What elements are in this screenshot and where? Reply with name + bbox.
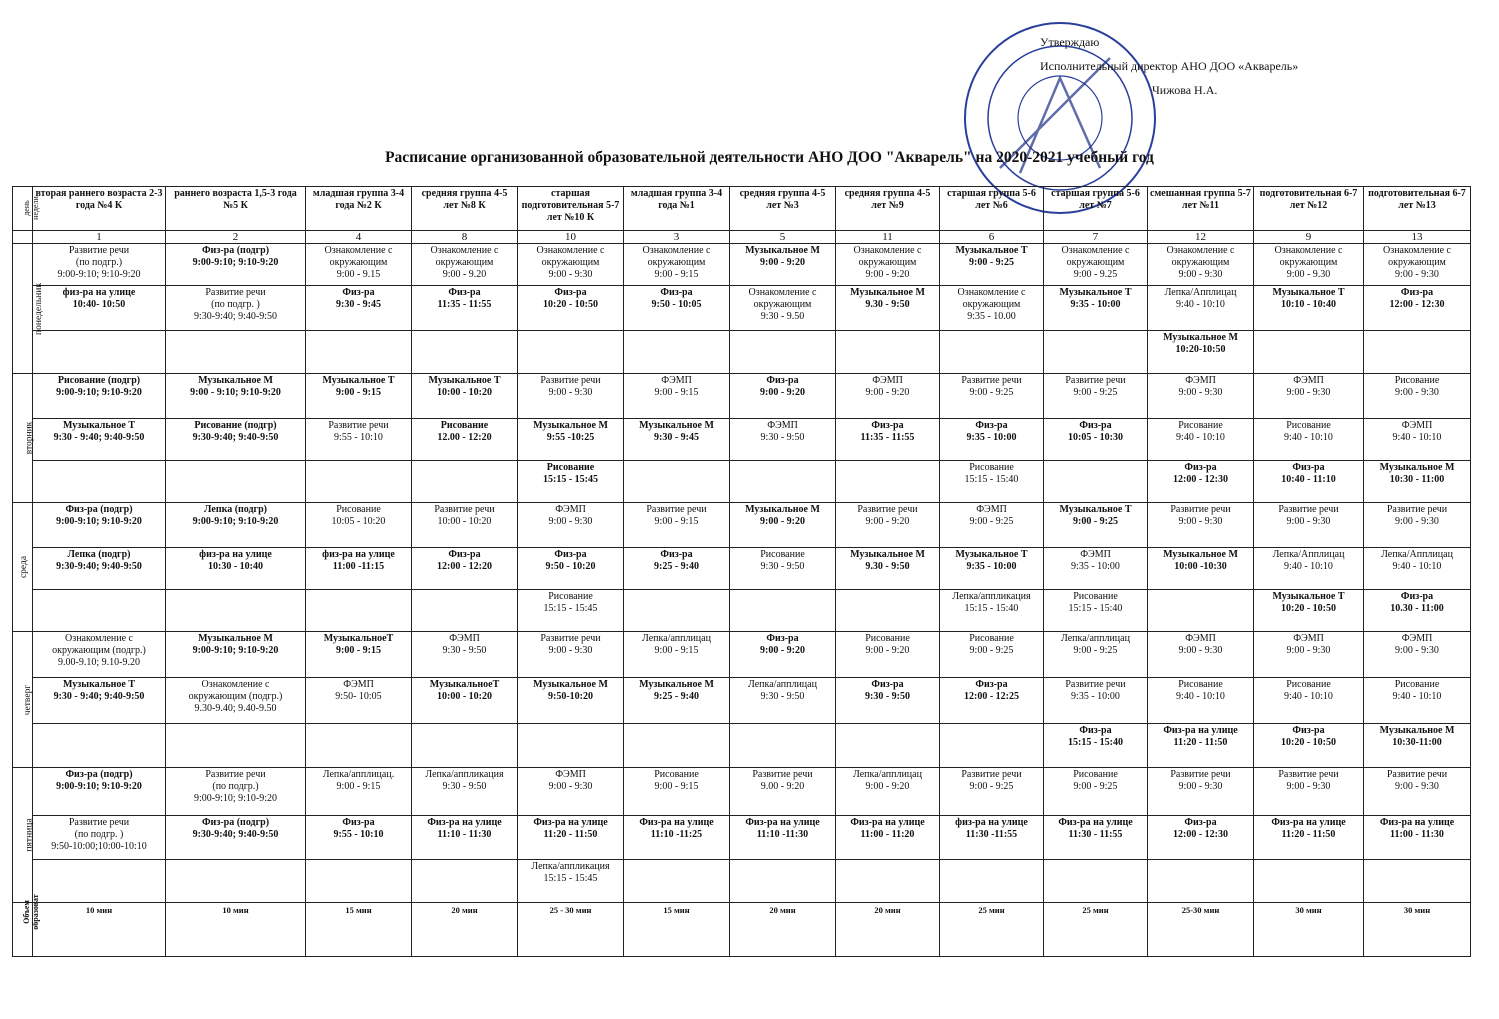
- lesson-cell: [1044, 860, 1148, 903]
- group-header: раннего возраста 1,5-3 года №5 К: [166, 187, 306, 231]
- lesson-cell: Рисование 12.00 - 12:20: [412, 419, 518, 461]
- lesson-cell: [1364, 860, 1471, 903]
- lesson-cell: [836, 724, 940, 768]
- lesson-cell: [306, 860, 412, 903]
- lesson-cell: Музыкальное М 9:30 - 9:45: [624, 419, 730, 461]
- duration-cell: 20 мин: [730, 903, 836, 957]
- lesson-cell: Ознакомление с окружающим 9:00 - 9.15: [306, 244, 412, 286]
- lesson-cell: [940, 331, 1044, 374]
- group-header: средняя группа 4-5 лет №8 К: [412, 187, 518, 231]
- lesson-cell: Рисование 9:00 - 9:25: [940, 632, 1044, 678]
- lesson-cell: Рисование 9:40 - 10:10: [1254, 678, 1364, 724]
- duration-label: [13, 894, 40, 957]
- lesson-cell: Музыкальное М 9:00 - 9:20: [730, 503, 836, 548]
- lesson-cell: Лепка/аппликация 9:30 - 9:50: [412, 768, 518, 816]
- lesson-cell: Ознакомление с окружающим 9:00 - 9:30: [518, 244, 624, 286]
- lesson-cell: Музыкальное М 9:00 - 9:20: [730, 244, 836, 286]
- approval-block: [1040, 30, 1480, 102]
- group-header: старшая подготовительная 5-7 лет №10 К: [518, 187, 624, 231]
- lesson-cell: Развитие речи (по подгр. ) 9:50-10:00;10:00-10:10: [33, 816, 166, 860]
- day-label: [13, 374, 33, 503]
- group-number: 3: [624, 231, 730, 244]
- lesson-cell: Физ-ра 9:00 - 9:20: [730, 632, 836, 678]
- lesson-cell: Лепка/аппликация 15:15 - 15:45: [518, 860, 624, 903]
- lesson-cell: Ознакомление с окружающим 9:30 - 9.50: [730, 286, 836, 331]
- lesson-cell: Физ-ра 15:15 - 15:40: [1044, 724, 1148, 768]
- lesson-cell: Рисование 15:15 - 15:45: [518, 461, 624, 503]
- lesson-cell: Физ-ра 12:00 - 12:25: [940, 678, 1044, 724]
- lesson-cell: Развитие речи 9:00 - 9:25: [940, 374, 1044, 419]
- lesson-cell: [836, 860, 940, 903]
- lesson-cell: Музыкальное Т 9:30 - 9:40; 9:40-9:50: [33, 419, 166, 461]
- lesson-cell: Развитие речи (по подгр.) 9:00-9:10; 9:10-9:20: [166, 768, 306, 816]
- lesson-cell: Физ-ра 9:55 - 10:10: [306, 816, 412, 860]
- lesson-cell: физ-ра на улице 10:40- 10:50: [33, 286, 166, 331]
- lesson-cell: Развитие речи 9:00 - 9:30: [1254, 768, 1364, 816]
- lesson-cell: Музыкальное Т 10:20 - 10:50: [1254, 590, 1364, 632]
- lesson-cell: Физ-ра 9:30 - 9:50: [836, 678, 940, 724]
- day-of-week-header: день недели: [13, 187, 33, 231]
- approval-line-signatory: Чижова Н.А.: [1152, 83, 1218, 97]
- lesson-cell: Развитие речи 9:00 - 9:30: [518, 632, 624, 678]
- duration-cell: 10 мин: [166, 903, 306, 957]
- lesson-cell: Лепка/Апплицац 9:40 - 10:10: [1148, 286, 1254, 331]
- lesson-cell: Физ-ра 10:40 - 11:10: [1254, 461, 1364, 503]
- lesson-row: [13, 244, 1471, 286]
- lesson-cell: Физ-ра на улице 11:00 - 11:30: [1364, 816, 1471, 860]
- lesson-row: [13, 678, 1471, 724]
- day-label: [13, 768, 33, 903]
- lesson-cell: ФЭМП 9:00 - 9:30: [1148, 374, 1254, 419]
- duration-cell: 25 - 30 мин: [518, 903, 624, 957]
- lesson-cell: Физ-ра на улице 11:20 - 11:50: [1148, 724, 1254, 768]
- group-number: 11: [836, 231, 940, 244]
- lesson-cell: Физ-ра на улице 11:00 - 11:20: [836, 816, 940, 860]
- lesson-row: [13, 548, 1471, 590]
- lesson-cell: Развитие речи (по подгр. ) 9:30-9:40; 9:40-9:50: [166, 286, 306, 331]
- lesson-cell: [33, 461, 166, 503]
- lesson-cell: [730, 724, 836, 768]
- day-label: [13, 503, 33, 632]
- lesson-cell: Физ-ра 9:30 - 9:45: [306, 286, 412, 331]
- duration-row: [13, 903, 1471, 957]
- lesson-row: [13, 860, 1471, 903]
- lesson-cell: Музыкальное М 9.30 - 9:50: [836, 286, 940, 331]
- group-number-row: [13, 231, 1471, 244]
- lesson-cell: [166, 860, 306, 903]
- group-number: 12: [1148, 231, 1254, 244]
- lesson-cell: Музыкальное Т 10:10 - 10:40: [1254, 286, 1364, 331]
- group-header: средняя группа 4-5 лет №3: [730, 187, 836, 231]
- group-header-row: [13, 187, 1471, 231]
- lesson-cell: Физ-ра 11:35 - 11:55: [836, 419, 940, 461]
- lesson-cell: ФЭМП 9:35 - 10:00: [1044, 548, 1148, 590]
- lesson-cell: [306, 724, 412, 768]
- lesson-cell: Развитие речи 9:55 - 10:10: [306, 419, 412, 461]
- lesson-cell: Лепка/апплицац 9:00 - 9:15: [624, 632, 730, 678]
- lesson-cell: Физ-ра 10:05 - 10:30: [1044, 419, 1148, 461]
- lesson-cell: Рисование 15:15 - 15:40: [940, 461, 1044, 503]
- approval-line-approve: Утверждаю: [1040, 35, 1100, 49]
- lesson-cell: [1148, 860, 1254, 903]
- group-number: 4: [306, 231, 412, 244]
- lesson-cell: [1044, 331, 1148, 374]
- duration-cell: 25-30 мин: [1148, 903, 1254, 957]
- group-header: подготовительная 6-7 лет №13: [1364, 187, 1471, 231]
- lesson-cell: Музыкальное Т 9:35 - 10:00: [940, 548, 1044, 590]
- lesson-cell: Ознакомление с окружающим 9:00 - 9:20: [836, 244, 940, 286]
- group-number-blank: [13, 231, 33, 244]
- group-number: 7: [1044, 231, 1148, 244]
- day-name: пятница: [24, 818, 35, 852]
- day-name: четверг: [23, 684, 34, 715]
- lesson-cell: Развитие речи 9:00 - 9:20: [836, 503, 940, 548]
- lesson-cell: Лепка (подгр) 9:30-9:40; 9:40-9:50: [33, 548, 166, 590]
- lesson-cell: Рисование 9:00 - 9:25: [1044, 768, 1148, 816]
- lesson-cell: Развитие речи 9:00 - 9:30: [1364, 503, 1471, 548]
- lesson-cell: ФЭМП 9:00 - 9:25: [940, 503, 1044, 548]
- lesson-cell: Музыкальное Т 9:30 - 9:40; 9:40-9:50: [33, 678, 166, 724]
- lesson-cell: ФЭМП 9:30 - 9:50: [412, 632, 518, 678]
- lesson-cell: Музыкальное М 9:00-9:10; 9:10-9:20: [166, 632, 306, 678]
- lesson-cell: Физ-ра 11:35 - 11:55: [412, 286, 518, 331]
- lesson-cell: Ознакомление с окружающим 9:00 - 9.30: [1254, 244, 1364, 286]
- lesson-cell: [1364, 331, 1471, 374]
- lesson-cell: [518, 724, 624, 768]
- lesson-row: [13, 590, 1471, 632]
- lesson-cell: Лепка/апплицац 9:00 - 9:20: [836, 768, 940, 816]
- lesson-cell: [940, 724, 1044, 768]
- lesson-cell: Музыкальное М 9:55 -10:25: [518, 419, 624, 461]
- lesson-cell: [624, 331, 730, 374]
- lesson-cell: Физ-ра 9:00 - 9:20: [730, 374, 836, 419]
- duration-cell: 25 мин: [1044, 903, 1148, 957]
- lesson-cell: Физ-ра 12:00 - 12:30: [1148, 816, 1254, 860]
- lesson-cell: Развитие речи 9:35 - 10:00: [1044, 678, 1148, 724]
- lesson-cell: Развитие речи 9:00 - 9:30: [1254, 503, 1364, 548]
- group-number: 6: [940, 231, 1044, 244]
- lesson-cell: [624, 860, 730, 903]
- duration-cell: 10 мин: [33, 903, 166, 957]
- lesson-cell: Рисование 9:40 - 10:10: [1148, 678, 1254, 724]
- lesson-cell: Физ-ра 12:00 - 12:30: [1364, 286, 1471, 331]
- lesson-cell: Музыкальное Т 9:00 - 9:25: [940, 244, 1044, 286]
- lesson-cell: Музыкальное М 10:00 -10:30: [1148, 548, 1254, 590]
- lesson-cell: физ-ра на улице 10:30 - 10:40: [166, 548, 306, 590]
- lesson-cell: [306, 461, 412, 503]
- lesson-cell: Лепка/Апплицац 9:40 - 10:10: [1364, 548, 1471, 590]
- lesson-row: [13, 374, 1471, 419]
- lesson-cell: [940, 860, 1044, 903]
- lesson-cell: Рисование (подгр) 9:30-9:40; 9:40-9:50: [166, 419, 306, 461]
- lesson-cell: Физ-ра на улице 11:10 - 11:30: [412, 816, 518, 860]
- lesson-cell: [836, 461, 940, 503]
- lesson-cell: [166, 724, 306, 768]
- lesson-cell: Музыкальное М 10:30 - 11:00: [1364, 461, 1471, 503]
- lesson-row: [13, 816, 1471, 860]
- lesson-cell: ФЭМП 9:30 - 9:50: [730, 419, 836, 461]
- lesson-cell: ФЭМП 9:00 - 9:15: [624, 374, 730, 419]
- lesson-cell: Рисование 15:15 - 15:40: [1044, 590, 1148, 632]
- lesson-cell: Рисование 15:15 - 15:45: [518, 590, 624, 632]
- day-name: понедельник: [33, 282, 44, 335]
- lesson-cell: Музыкальное Т 10:00 - 10:20: [412, 374, 518, 419]
- lesson-cell: Рисование 10:05 - 10:20: [306, 503, 412, 548]
- lesson-cell: Развитие речи 9:00 - 9:30: [518, 374, 624, 419]
- lesson-cell: Рисование 9:40 - 10:10: [1148, 419, 1254, 461]
- lesson-cell: ФЭМП 9:00 - 9:30: [1148, 632, 1254, 678]
- lesson-cell: Лепка/апплицац 9:00 - 9:25: [1044, 632, 1148, 678]
- lesson-cell: Развитие речи (по подгр.) 9:00-9:10; 9:10-9:20: [33, 244, 166, 286]
- duration-cell: 20 мин: [836, 903, 940, 957]
- lesson-cell: [412, 860, 518, 903]
- lesson-cell: Развитие речи 9:00 - 9:30: [1364, 768, 1471, 816]
- lesson-cell: Музыкальное М 10:20-10:50: [1148, 331, 1254, 374]
- lesson-cell: [33, 590, 166, 632]
- lesson-cell: Физ-ра на улице 11:30 - 11:55: [1044, 816, 1148, 860]
- lesson-cell: Ознакомление с окружающим 9:00 - 9:15: [624, 244, 730, 286]
- lesson-cell: Физ-ра 12:00 - 12:30: [1148, 461, 1254, 503]
- lesson-cell: ФЭМП 9:00 - 9:20: [836, 374, 940, 419]
- lesson-cell: [33, 724, 166, 768]
- lesson-cell: [1148, 590, 1254, 632]
- group-number: 13: [1364, 231, 1471, 244]
- duration-cell: 15 мин: [306, 903, 412, 957]
- lesson-cell: Лепка/Апплицац 9:40 - 10:10: [1254, 548, 1364, 590]
- group-header: старшая группа 5-6 лет №7: [1044, 187, 1148, 231]
- lesson-cell: Физ-ра на улице 11:10 -11:25: [624, 816, 730, 860]
- lesson-cell: Физ-ра 9:25 - 9:40: [624, 548, 730, 590]
- lesson-cell: Рисование 9:40 - 10:10: [1254, 419, 1364, 461]
- lesson-cell: [624, 590, 730, 632]
- lesson-cell: Музыкальное М 10:30-11:00: [1364, 724, 1471, 768]
- lesson-cell: Лепка/апплицац 9:30 - 9:50: [730, 678, 836, 724]
- lesson-cell: Физ-ра 10:20 - 10:50: [518, 286, 624, 331]
- lesson-cell: Музыкальное М 9.30 - 9:50: [836, 548, 940, 590]
- lesson-cell: ФЭМП 9:00 - 9:30: [518, 503, 624, 548]
- group-number: 1: [33, 231, 166, 244]
- lesson-cell: [1254, 860, 1364, 903]
- lesson-cell: Физ-ра (подгр) 9:00-9:10; 9:10-9:20: [33, 768, 166, 816]
- lesson-row: [13, 331, 1471, 374]
- lesson-row: [13, 632, 1471, 678]
- day-name: вторник: [24, 421, 35, 455]
- lesson-cell: Ознакомление с окружающим 9:35 - 10.00: [940, 286, 1044, 331]
- lesson-cell: [624, 461, 730, 503]
- lesson-cell: Физ-ра на улице 11:20 - 11:50: [518, 816, 624, 860]
- lesson-cell: [730, 461, 836, 503]
- lesson-cell: Ознакомление с окружающим 9:00 - 9:30: [1148, 244, 1254, 286]
- lesson-cell: [412, 724, 518, 768]
- lesson-cell: Рисование 9:00 - 9:15: [624, 768, 730, 816]
- group-header: младшая группа 3-4 года №2 К: [306, 187, 412, 231]
- lesson-cell: Физ-ра 9:35 - 10:00: [940, 419, 1044, 461]
- lesson-cell: [836, 331, 940, 374]
- lesson-cell: Развитие речи 9:00 - 9:30: [1148, 503, 1254, 548]
- lesson-row: [13, 419, 1471, 461]
- lesson-cell: Рисование 9:00 - 9:20: [836, 632, 940, 678]
- lesson-cell: Физ-ра (подгр) 9:30-9:40; 9:40-9:50: [166, 816, 306, 860]
- lesson-cell: [306, 331, 412, 374]
- lesson-cell: [730, 590, 836, 632]
- group-number: 8: [412, 231, 518, 244]
- lesson-cell: Музыкальное М 9:00 - 9:10; 9:10-9:20: [166, 374, 306, 419]
- group-header: младшая группа 3-4 года №1: [624, 187, 730, 231]
- lesson-cell: ФЭМП 9:50- 10:05: [306, 678, 412, 724]
- group-header: средняя группа 4-5 лет №9: [836, 187, 940, 231]
- lesson-cell: Рисование (подгр) 9:00-9:10; 9:10-9:20: [33, 374, 166, 419]
- lesson-cell: [730, 860, 836, 903]
- lesson-cell: Развитие речи 9:00 - 9:15: [624, 503, 730, 548]
- lesson-cell: Лепка (подгр) 9:00-9:10; 9:10-9:20: [166, 503, 306, 548]
- lesson-cell: Музыкальное М 9:25 - 9:40: [624, 678, 730, 724]
- lesson-cell: [166, 590, 306, 632]
- lesson-cell: Физ-ра на улице 11:20 - 11:50: [1254, 816, 1364, 860]
- lesson-cell: МузыкальноеТ 10:00 - 10:20: [412, 678, 518, 724]
- lesson-cell: ФЭМП 9:00 - 9:30: [518, 768, 624, 816]
- day-label: [13, 632, 33, 768]
- schedule-table: [12, 186, 1471, 957]
- group-number: 10: [518, 231, 624, 244]
- lesson-cell: ФЭМП 9:00 - 9:30: [1254, 632, 1364, 678]
- lesson-cell: МузыкальноеТ 9:00 - 9:15: [306, 632, 412, 678]
- lesson-cell: Ознакомление с окружающим 9:00 - 9.20: [412, 244, 518, 286]
- group-number: 9: [1254, 231, 1364, 244]
- lesson-cell: [412, 590, 518, 632]
- lesson-cell: Ознакомление с окружающим (подгр.) 9.00-9.10; 9.10-9.20: [33, 632, 166, 678]
- lesson-cell: Рисование 9:30 - 9:50: [730, 548, 836, 590]
- lesson-cell: Физ-ра 9:50 - 10:20: [518, 548, 624, 590]
- group-header: смешанная группа 5-7 лет №11: [1148, 187, 1254, 231]
- lesson-cell: [1044, 461, 1148, 503]
- lesson-cell: ФЭМП 9:00 - 9:30: [1254, 374, 1364, 419]
- lesson-cell: Физ-ра 9:50 - 10:05: [624, 286, 730, 331]
- duration-cell: 20 мин: [412, 903, 518, 957]
- lesson-cell: Музыкальное Т 9:00 - 9:25: [1044, 503, 1148, 548]
- lesson-cell: [166, 461, 306, 503]
- lesson-cell: [624, 724, 730, 768]
- lesson-cell: Ознакомление с окружающим 9:00 - 9.25: [1044, 244, 1148, 286]
- lesson-row: [13, 768, 1471, 816]
- lesson-cell: Ознакомление с окружающим (подгр.) 9.30-9.40; 9.40-9.50: [166, 678, 306, 724]
- lesson-cell: Развитие речи 9:00 - 9:25: [1044, 374, 1148, 419]
- lesson-cell: [33, 331, 166, 374]
- lesson-cell: Физ-ра (подгр) 9:00-9:10; 9:10-9:20: [166, 244, 306, 286]
- lesson-cell: Развитие речи 10:00 - 10:20: [412, 503, 518, 548]
- group-number: 5: [730, 231, 836, 244]
- lesson-cell: Физ-ра 10.30 - 11:00: [1364, 590, 1471, 632]
- lesson-cell: Ознакомление с окружающим 9:00 - 9:30: [1364, 244, 1471, 286]
- lesson-cell: ФЭМП 9:40 - 10:10: [1364, 419, 1471, 461]
- approval-line-position: Исполнительный директор АНО ДОО «Акварель»: [1040, 59, 1299, 73]
- group-header: старшая группа 5-6 лет №6: [940, 187, 1044, 231]
- lesson-cell: [412, 331, 518, 374]
- lesson-cell: Физ-ра 10:20 - 10:50: [1254, 724, 1364, 768]
- group-header: вторая раннего возраста 2-3 года №4 К: [33, 187, 166, 231]
- lesson-cell: Музыкальное М 9:50-10:20: [518, 678, 624, 724]
- day-name: среда: [19, 555, 30, 579]
- lesson-cell: физ-ра на улице 11:00 -11:15: [306, 548, 412, 590]
- lesson-cell: Музыкальное Т 9:35 - 10:00: [1044, 286, 1148, 331]
- lesson-cell: ФЭМП 9:00 - 9:30: [1364, 632, 1471, 678]
- lesson-row: [13, 461, 1471, 503]
- duration-cell: 15 мин: [624, 903, 730, 957]
- duration-cell: 25 мин: [940, 903, 1044, 957]
- lesson-cell: [33, 860, 166, 903]
- lesson-cell: Физ-ра на улице 11:10 -11:30: [730, 816, 836, 860]
- duration-label-text: Объем образоват: [22, 894, 40, 930]
- lesson-cell: физ-ра на улице 11:30 -11:55: [940, 816, 1044, 860]
- lesson-cell: [730, 331, 836, 374]
- lesson-cell: Рисование 9:00 - 9:30: [1364, 374, 1471, 419]
- lesson-cell: Физ-ра (подгр) 9:00-9:10; 9:10-9:20: [33, 503, 166, 548]
- lesson-cell: Рисование 9:40 - 10:10: [1364, 678, 1471, 724]
- group-number: 2: [166, 231, 306, 244]
- lesson-row: [13, 503, 1471, 548]
- day-label: [13, 244, 44, 374]
- lesson-cell: [412, 461, 518, 503]
- lesson-cell: [166, 331, 306, 374]
- lesson-cell: [306, 590, 412, 632]
- lesson-row: [13, 286, 1471, 331]
- lesson-cell: Физ-ра 12:00 - 12:20: [412, 548, 518, 590]
- lesson-cell: [1254, 331, 1364, 374]
- lesson-cell: Лепка/аппликация 15:15 - 15:40: [940, 590, 1044, 632]
- document-title: Расписание организованной образовательной деятельности АНО ДОО "Акварель" на 2020-2021 учебный год: [385, 149, 1154, 166]
- lesson-cell: Развитие речи 9:00 - 9:30: [1148, 768, 1254, 816]
- duration-cell: 30 мин: [1364, 903, 1471, 957]
- lesson-cell: [836, 590, 940, 632]
- lesson-cell: Музыкальное Т 9:00 - 9:15: [306, 374, 412, 419]
- group-header: подготовительная 6-7 лет №12: [1254, 187, 1364, 231]
- lesson-row: [13, 724, 1471, 768]
- lesson-cell: Развитие речи 9.00 - 9:20: [730, 768, 836, 816]
- lesson-cell: Лепка/апплицац. 9:00 - 9:15: [306, 768, 412, 816]
- lesson-cell: [518, 331, 624, 374]
- lesson-cell: Развитие речи 9:00 - 9:25: [940, 768, 1044, 816]
- duration-cell: 30 мин: [1254, 903, 1364, 957]
